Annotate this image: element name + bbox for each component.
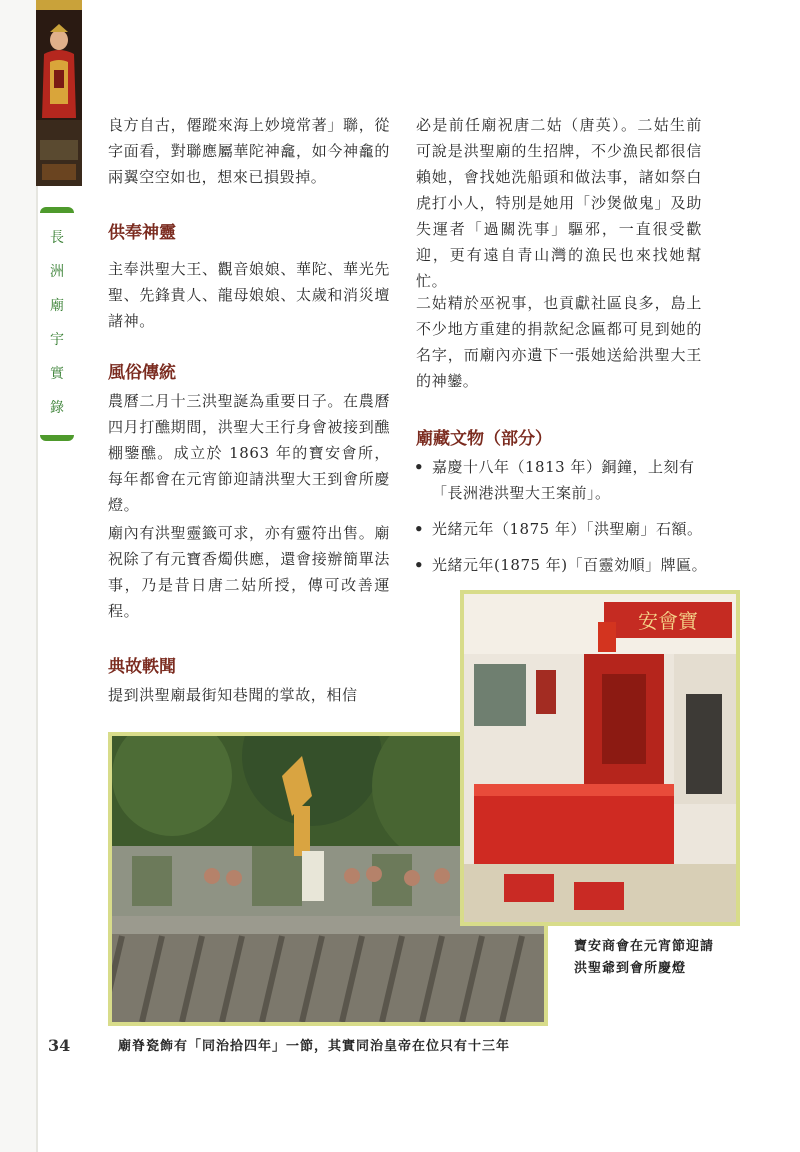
altar-caption-line-1: 寶安商會在元宵節迎請: [574, 939, 715, 954]
altar-caption-line-2: 洪聖爺到會所慶燈: [574, 961, 687, 976]
heading-deities: 供奉神靈: [108, 223, 176, 243]
deity-statue-photo: [36, 0, 82, 186]
page-margin-strip: [0, 0, 36, 1152]
anecdotes-paragraph: 提到洪聖廟最街知巷聞的掌故，相信: [108, 686, 358, 704]
heading-customs: 風俗傳統: [108, 363, 176, 383]
heading-anecdotes: 典故軼聞: [108, 657, 176, 677]
book-title-char: 長: [50, 230, 64, 246]
right-paragraph-1: 必是前任廟祝唐二姑（唐英）。二姑生前可說是洪聖廟的生招牌，不少漁民都很信賴她，會找她洗船頭和做法事，諸如祭白虎打小人，特別是她用「沙煲做鬼」及助失運者「過關洗事」驅邪，一直很受歡迎，更有遠自青山灣的漁民也來找她幫忙。: [416, 116, 702, 290]
book-title-vertical: [40, 207, 74, 441]
book-title-char: 宇: [50, 332, 64, 348]
list-item: • 光緒元年（1875 年）「洪聖廟」石額。: [412, 516, 712, 542]
book-title-char: 實: [50, 366, 64, 382]
list-item: • 光緒元年(1875 年)「百靈効順」牌匾。: [412, 552, 712, 578]
customs-paragraph-2: 廟內有洪聖靈籤可求，亦有靈符出售。廟祝除了有元寶香燭供應，還會接辦簡單法事，乃是昔日唐二姑所授，傳可改善運程。: [108, 524, 390, 620]
book-title-char: 錄: [50, 400, 64, 416]
altar-banner-text: 安會寶: [638, 609, 698, 633]
heading-relics: 廟藏文物（部分）: [416, 429, 552, 449]
intro-paragraph: 良方自古，僊蹤來海上妙境常著」聯，從字面看，對聯應屬華陀神龕，如今神龕的兩翼空空如也，想來已損毀掉。: [108, 116, 390, 186]
book-title-char: 廟: [50, 298, 64, 314]
relics-list: [412, 454, 712, 588]
right-paragraph-2: 二姑精於巫祝事，也貢獻社區良多，島上不少地方重建的捐款紀念匾都可見到她的名字，而廟內亦遺下一張她送給洪聖大王的神鑾。: [416, 294, 702, 390]
altar-photo: [460, 590, 740, 926]
roof-caption: 廟脊瓷飾有「同治拾四年」一節，其實同治皇帝在位只有十三年: [118, 1039, 511, 1054]
deities-paragraph: 主奉洪聖大王、觀音娘娘、華陀、華光先聖、先鋒貴人、龍母娘娘、太歲和消災壇諸神。: [108, 260, 390, 330]
page-number: 34: [48, 1036, 71, 1055]
book-title-char: 洲: [50, 264, 64, 280]
list-item: • 嘉慶十八年（1813 年）銅鐘，上刻有「長洲港洪聖大王案前」。: [412, 454, 712, 506]
customs-paragraph-1: 農曆二月十三洪聖誕為重要日子。在農曆四月打醮期間，洪聖大王行身會被接到醮棚鑒醮。成立於 1863 年的寶安會所，每年都會在元宵節迎請洪聖大王到會所慶燈。: [108, 392, 390, 514]
